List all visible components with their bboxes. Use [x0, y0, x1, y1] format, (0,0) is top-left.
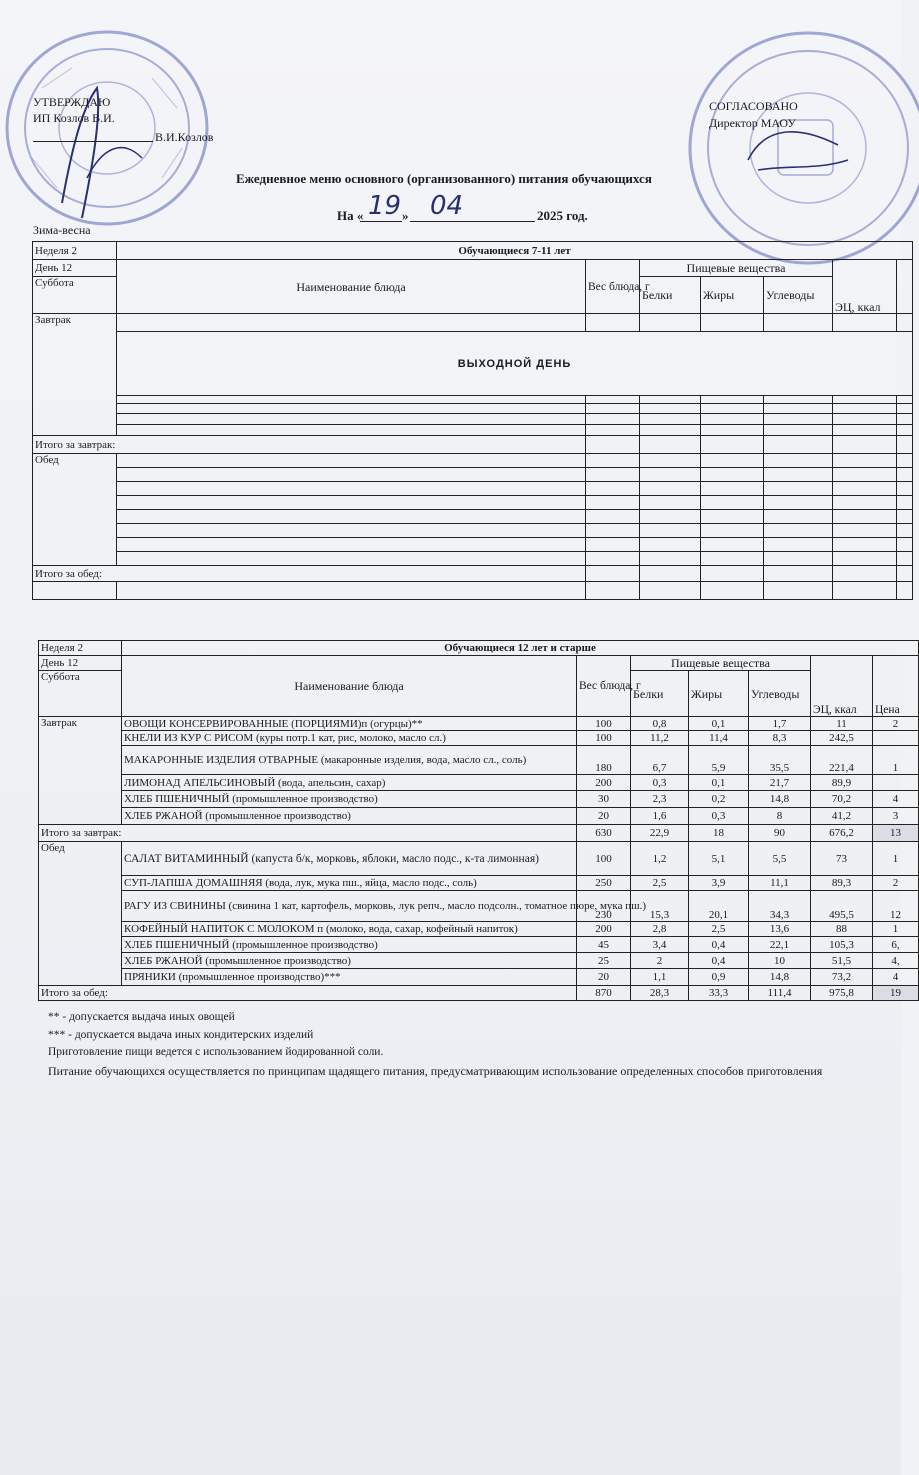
dish-price: 1: [873, 842, 919, 876]
date-day: 19: [368, 191, 402, 221]
dish-price: 1: [873, 922, 919, 937]
total-protein: 22,9: [631, 825, 689, 842]
dish-name: ЛИМОНАД АПЕЛЬСИНОВЫЙ (вода, апельсин, сахар): [122, 775, 577, 791]
t2-breakfast: Завтрак: [39, 717, 122, 825]
dish-energy: 242,5: [811, 731, 873, 746]
dish-carbs: 14,8: [749, 969, 811, 986]
dish-protein: 6,7: [631, 746, 689, 775]
dish-weight: 200: [577, 775, 631, 791]
t2-col-name: Наименование блюда: [122, 656, 577, 717]
season-label: Зима-весна: [33, 223, 91, 237]
director-line: Директор МАОУ: [709, 116, 796, 130]
dish-fat: 3,9: [689, 876, 749, 891]
t2-breakfast-total-label: Итого за завтрак:: [39, 825, 577, 842]
t1-col-protein: Белки: [640, 277, 701, 314]
total-price: 19: [873, 986, 919, 1001]
dish-energy: 41,2: [811, 808, 873, 825]
dish-energy: 221,4: [811, 746, 873, 775]
dish-energy: 495,5: [811, 891, 873, 922]
dish-name: ХЛЕБ ПШЕНИЧНЫЙ (промышленное производство): [122, 791, 577, 808]
dish-carbs: 35,5: [749, 746, 811, 775]
date-day-underline: [360, 221, 402, 222]
dish-weight: 100: [577, 731, 631, 746]
dish-weight: 20: [577, 808, 631, 825]
t1-week: Неделя 2: [33, 242, 117, 260]
t2-lunch-total-label: Итого за обед:: [39, 986, 577, 1001]
dish-energy: 89,9: [811, 775, 873, 791]
t2-col-energy: ЭЦ, ккал: [811, 656, 873, 717]
menu-table-12-plus: [38, 640, 919, 1001]
dish-weight: 20: [577, 969, 631, 986]
dish-weight: 45: [577, 937, 631, 953]
t1-col-extra: [897, 260, 913, 314]
dish-protein: 1,1: [631, 969, 689, 986]
signature-line: [33, 141, 153, 142]
total-energy: 975,8: [811, 986, 873, 1001]
dish-carbs: 1,7: [749, 717, 811, 731]
t1-group: Обучающиеся 7-11 лет: [117, 242, 913, 260]
date-month: 04: [430, 191, 464, 221]
dish-energy: 105,3: [811, 937, 873, 953]
dish-protein: 15,3: [631, 891, 689, 922]
t1-col-fat: Жиры: [701, 277, 764, 314]
dish-fat: 0,1: [689, 775, 749, 791]
dish-carbs: 14,8: [749, 791, 811, 808]
dish-carbs: 21,7: [749, 775, 811, 791]
dish-protein: 2,8: [631, 922, 689, 937]
dish-carbs: 22,1: [749, 937, 811, 953]
dish-weight: 230: [577, 891, 631, 922]
dish-price: 4: [873, 969, 919, 986]
dish-fat: 0,3: [689, 808, 749, 825]
total-weight: 870: [577, 986, 631, 1001]
dish-weight: 200: [577, 922, 631, 937]
t2-col-weight: Вес блюда, г: [577, 656, 631, 717]
t1-col-carbs: Углеводы: [764, 277, 833, 314]
t1-col-nutrients: Пищевые вещества: [640, 260, 833, 277]
date-prefix: На «: [337, 208, 364, 223]
dish-protein: 3,4: [631, 937, 689, 953]
dish-energy: 88: [811, 922, 873, 937]
dish-carbs: 34,3: [749, 891, 811, 922]
dish-carbs: 10: [749, 953, 811, 969]
dish-price: 6,: [873, 937, 919, 953]
dish-energy: 89,3: [811, 876, 873, 891]
dish-fat: 2,5: [689, 922, 749, 937]
dish-energy: 73,2: [811, 969, 873, 986]
dish-protein: 0,3: [631, 775, 689, 791]
dish-carbs: 8,3: [749, 731, 811, 746]
dish-fat: 5,1: [689, 842, 749, 876]
dish-price: 1: [873, 746, 919, 775]
dish-carbs: 5,5: [749, 842, 811, 876]
dish-protein: 2: [631, 953, 689, 969]
agreed-label: СОГЛАСОВАНО: [709, 99, 798, 113]
total-price: 13: [873, 825, 919, 842]
dish-price: 3: [873, 808, 919, 825]
dish-fat: 0,4: [689, 937, 749, 953]
dish-fat: 0,1: [689, 717, 749, 731]
date-month-underline: [410, 221, 535, 222]
t1-breakfast: Завтрак: [33, 314, 117, 436]
dish-carbs: 11,1: [749, 876, 811, 891]
dish-name: ХЛЕБ ПШЕНИЧНЫЙ (промышленное производство): [122, 937, 577, 953]
page-title: Ежедневное меню основного (организованного) питания обучающихся: [236, 171, 652, 186]
dish-name: МАКАРОННЫЕ ИЗДЕЛИЯ ОТВАРНЫЕ (макаронные изделия, вода, масло сл., соль): [122, 746, 577, 775]
dish-price: 2: [873, 717, 919, 731]
dish-protein: 1,6: [631, 808, 689, 825]
footnote-vegetables: ** - допускается выдача иных овощей: [48, 1011, 235, 1023]
dish-weight: 250: [577, 876, 631, 891]
dish-protein: 2,5: [631, 876, 689, 891]
t1-lunch-total: Итого за обед:: [33, 566, 586, 582]
dish-energy: 11: [811, 717, 873, 731]
dish-energy: 70,2: [811, 791, 873, 808]
dish-protein: 0,8: [631, 717, 689, 731]
dish-energy: 51,5: [811, 953, 873, 969]
t1-col-name: Наименование блюда: [117, 260, 586, 314]
menu-table-7-11: [32, 241, 913, 600]
total-fat: 33,3: [689, 986, 749, 1001]
seal-right: [688, 30, 901, 270]
footnote-gentle-diet: Питание обучающихся осуществляется по принципам щадящего питания, предусматривающим использование определенных способов приготовления: [48, 1064, 823, 1078]
t2-day: День 12: [39, 656, 122, 671]
t2-col-fat: Жиры: [689, 671, 749, 717]
t1-col-energy: ЭЦ, ккал: [833, 260, 897, 314]
t1-breakfast-total: Итого за завтрак:: [33, 436, 586, 454]
dish-weight: 100: [577, 717, 631, 731]
dish-fat: 5,9: [689, 746, 749, 775]
total-energy: 676,2: [811, 825, 873, 842]
dish-fat: 20,1: [689, 891, 749, 922]
total-carbs: 111,4: [749, 986, 811, 1001]
approved-label: УТВЕРЖДАЮ: [33, 95, 111, 109]
dish-name: СУП-ЛАПША ДОМАШНЯЯ (вода, лук, мука пш., яйца, масло подс., соль): [122, 876, 577, 891]
dish-carbs: 8: [749, 808, 811, 825]
t2-col-protein: Белки: [631, 671, 689, 717]
day-off-banner: ВЫХОДНОЙ ДЕНЬ: [117, 332, 913, 396]
t2-week: Неделя 2: [39, 641, 122, 656]
dish-price: 12: [873, 891, 919, 922]
footnote-confectionery: *** - допускается выдача иных кондитерских изделий: [48, 1029, 314, 1041]
t2-weekday: Суббота: [39, 671, 122, 717]
dish-weight: 30: [577, 791, 631, 808]
total-weight: 630: [577, 825, 631, 842]
approver-line: ИП Козлов В.И.: [33, 111, 115, 125]
dish-name: КНЕЛИ ИЗ КУР С РИСОМ (куры потр.1 кат, рис, молоко, масло сл.): [122, 731, 577, 746]
t1-col-weight: Вес блюда, г: [586, 260, 640, 314]
dish-price: 2: [873, 876, 919, 891]
t1-day: День 12: [33, 260, 117, 277]
t1-weekday: Суббота: [33, 277, 117, 314]
dish-name: ХЛЕБ РЖАНОЙ (промышленное производство): [122, 953, 577, 969]
t2-col-carbs: Углеводы: [749, 671, 811, 717]
t2-lunch: Обед: [39, 842, 122, 986]
date-year: 2025 год.: [537, 208, 588, 223]
dish-name: КОФЕЙНЫЙ НАПИТОК С МОЛОКОМ п (молоко, вода, сахар, кофейный напиток): [122, 922, 577, 937]
dish-price: [873, 775, 919, 791]
dish-price: 4,: [873, 953, 919, 969]
total-carbs: 90: [749, 825, 811, 842]
dish-fat: 0,9: [689, 969, 749, 986]
approver-sign-name: В.И.Козлов: [155, 130, 214, 144]
total-protein: 28,3: [631, 986, 689, 1001]
dish-protein: 1,2: [631, 842, 689, 876]
dish-name: РАГУ ИЗ СВИНИНЫ (свинина 1 кат, картофель, морковь, лук репч., масло подсолн., томатное пюре, мука пш.): [122, 891, 577, 922]
total-fat: 18: [689, 825, 749, 842]
dish-name: ПРЯНИКИ (промышленное производство)***: [122, 969, 577, 986]
dish-price: [873, 731, 919, 746]
dish-price: 4: [873, 791, 919, 808]
dish-protein: 11,2: [631, 731, 689, 746]
t2-col-price: Цена: [873, 656, 919, 717]
dish-fat: 0,2: [689, 791, 749, 808]
dish-name: ХЛЕБ РЖАНОЙ (промышленное производство): [122, 808, 577, 825]
dish-name: ОВОЩИ КОНСЕРВИРОВАННЫЕ (ПОРЦИЯМИ)п (огурцы)**: [122, 717, 577, 731]
t2-col-nutrients: Пищевые вещества: [631, 656, 811, 671]
dish-name: САЛАТ ВИТАМИННЫЙ (капуста б/к, морковь, яблоки, масло подс., к-та лимонная): [122, 842, 577, 876]
dish-fat: 11,4: [689, 731, 749, 746]
date-mid: »: [402, 208, 409, 223]
dish-weight: 180: [577, 746, 631, 775]
t2-group: Обучающиеся 12 лет и старше: [122, 641, 919, 656]
dish-carbs: 13,6: [749, 922, 811, 937]
dish-fat: 0,4: [689, 953, 749, 969]
dish-weight: 25: [577, 953, 631, 969]
footnote-iodized-salt: Приготовление пищи ведется с использованием йодированной соли.: [48, 1046, 384, 1058]
dish-weight: 100: [577, 842, 631, 876]
t1-lunch: Обед: [33, 454, 117, 566]
seal-left: [2, 28, 212, 228]
dish-energy: 73: [811, 842, 873, 876]
dish-protein: 2,3: [631, 791, 689, 808]
